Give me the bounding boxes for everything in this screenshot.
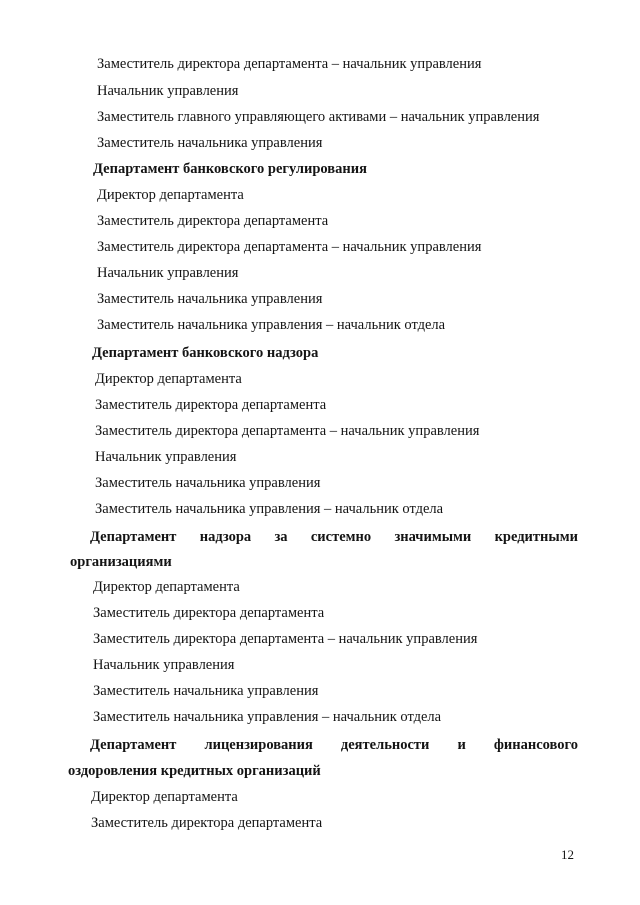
position-line: Заместитель директора департамента – начальник управления	[97, 56, 482, 72]
position-line: Начальник управления	[93, 657, 235, 673]
position-line: Заместитель начальника управления – начальник отдела	[93, 709, 442, 725]
department-heading	[90, 528, 578, 546]
heading-word: значимыми	[394, 529, 472, 545]
position-line: Заместитель директора департамента	[95, 397, 327, 413]
department-heading: Департамент банковского надзора	[92, 345, 319, 361]
heading-word: деятельности	[340, 737, 430, 753]
position-line: Заместитель начальника управления	[97, 291, 323, 307]
position-line: Заместитель начальника управления	[95, 475, 321, 491]
position-line: Заместитель начальника управления	[93, 683, 319, 699]
heading-word: лицензирования	[204, 737, 313, 753]
position-line: Заместитель директора департамента – начальник управления	[97, 239, 482, 255]
page-number: 12	[561, 847, 574, 862]
department-heading-continuation: организациями	[70, 554, 172, 570]
position-line: Заместитель директора департамента	[93, 605, 325, 621]
heading-word: Департамент	[90, 529, 177, 545]
position-line: Заместитель начальника управления – начальник отдела	[97, 317, 446, 333]
department-heading: Департамент банковского регулирования	[93, 161, 367, 177]
position-line: Заместитель директора департамента – начальник управления	[95, 423, 480, 439]
heading-word: надзора	[199, 529, 252, 545]
position-line: Заместитель главного управляющего активами – начальник управления	[97, 109, 540, 125]
heading-word: кредитными	[494, 529, 578, 545]
heading-word: системно	[310, 529, 372, 545]
heading-word: и	[457, 737, 466, 753]
position-line: Директор департамента	[95, 371, 242, 387]
position-line: Заместитель начальника управления	[97, 135, 323, 151]
heading-word: финансового	[493, 737, 578, 753]
department-heading-continuation: оздоровления кредитных организаций	[68, 763, 321, 779]
department-heading	[90, 736, 578, 754]
position-line: Начальник управления	[95, 449, 237, 465]
position-line: Директор департамента	[97, 187, 244, 203]
position-line: Заместитель директора департамента	[91, 815, 323, 831]
position-line: Директор департамента	[91, 789, 238, 805]
position-line: Начальник управления	[97, 83, 239, 99]
position-line: Начальник управления	[97, 265, 239, 281]
position-line: Заместитель директора департамента – начальник управления	[93, 631, 478, 647]
position-line: Заместитель директора департамента	[97, 213, 329, 229]
heading-word: за	[274, 529, 288, 545]
position-line: Директор департамента	[93, 579, 240, 595]
heading-word: Департамент	[90, 737, 177, 753]
position-line: Заместитель начальника управления – начальник отдела	[95, 501, 444, 517]
